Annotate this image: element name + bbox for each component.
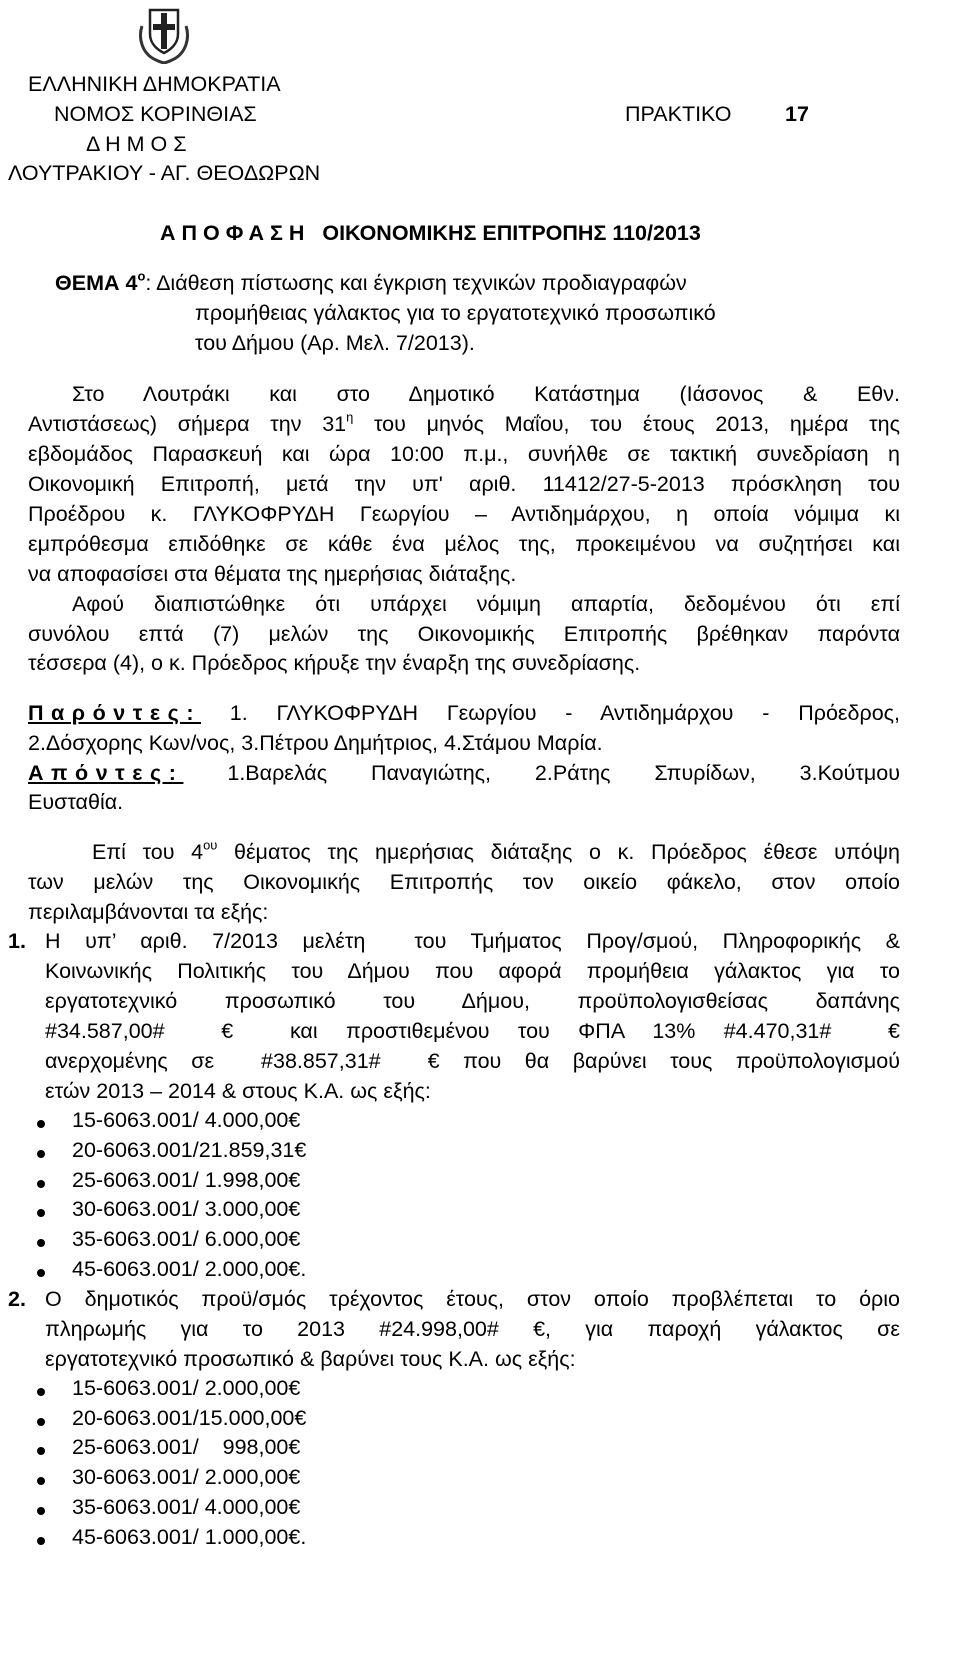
bullet <box>37 1507 45 1515</box>
bullet <box>37 1150 45 1158</box>
bullet <box>37 1537 45 1545</box>
present-line-1 <box>28 703 900 725</box>
intro-text-2a: Αντιστάσεως) σήμερα την 31 <box>28 412 347 436</box>
bullet <box>37 1447 45 1455</box>
subject-line-3: του Δήμου (Αρ. Μελ. 7/2013). <box>195 331 475 355</box>
intro-sup: η <box>346 409 354 425</box>
list-item: 45-6063.001/ 2.000,00€. <box>72 1257 307 1281</box>
topic-text-1b: θέματος της ημερήσιας διάταξης ο κ. Πρόεδρος έθεσε υπόψη <box>217 840 900 864</box>
list-item: 30-6063.001/ 3.000,00€ <box>72 1197 301 1221</box>
list-item: 20-6063.001/21.859,31€ <box>72 1138 307 1162</box>
intro-line-2 <box>28 409 900 436</box>
decision-title <box>160 223 701 245</box>
intro-line-3: εβδομάδος Παρασκευή και ώρα 10:00 π.μ., συνήλθε σε τακτική συνεδρίαση η <box>28 442 900 466</box>
topic-line-1 <box>92 837 900 864</box>
minutes-number: 17 <box>785 102 809 126</box>
subject-label-sup: ο <box>137 268 146 284</box>
intro-line-4: Οικονομική Επιτροπή, μετά την υπ' αριθ. 11412/27-5-2013 πρόσκληση του <box>28 472 900 496</box>
list-item: 25-6063.001/ 998,00€ <box>72 1435 301 1459</box>
list-item: 25-6063.001/ 1.998,00€ <box>72 1168 301 1192</box>
point-1-number: 1. <box>8 929 26 953</box>
topic-sup: ου <box>203 837 218 853</box>
list-item: 20-6063.001/15.000,00€ <box>72 1406 307 1430</box>
header-republic: ΕΛΛΗΝΙΚΗ ΔΗΜΟΚΡΑΤΙΑ <box>28 72 281 96</box>
point-1-line-5: ανερχομένης σε #38.857,31# € που θα βαρύνει τους προϋπολογισμού <box>45 1049 900 1073</box>
bullet <box>37 1180 45 1188</box>
point-2-line-3: εργατοτεχνικό προσωπικό & βαρύνει τους Κ.Α. ως εξής: <box>45 1347 576 1371</box>
bullet <box>37 1388 45 1396</box>
point-1-line-1: Η υπ’ αριθ. 7/2013 μελέτη του Τμήματος Προγ/σμού, Πληροφορικής & <box>45 929 900 953</box>
list-item: 30-6063.001/ 2.000,00€ <box>72 1465 301 1489</box>
subject-line-1 <box>55 268 687 295</box>
absent-line-1 <box>28 763 900 785</box>
intro-line-6: εμπρόθεσμα επιδόθηκε σε κάθε ένα μέλος της, προκειμένου να συζητήσει και <box>28 532 900 556</box>
intro-line-7: να αποφασίσει στα θέματα της ημερήσιας διάταξης. <box>28 562 517 586</box>
list-item: 35-6063.001/ 4.000,00€ <box>72 1495 301 1519</box>
bullet <box>37 1239 45 1247</box>
absent-line-2: Ευσταθία. <box>28 790 124 814</box>
subject-label: ΘΕΜΑ 4 <box>55 271 138 295</box>
present-label: Παρόντες: <box>28 701 201 725</box>
bullet <box>37 1120 45 1128</box>
bullet <box>37 1269 45 1277</box>
minutes-label: ΠΡΑΚΤΙΚΟ <box>625 102 732 126</box>
absent-text-1: 1.Βαρελάς Παναγιώτης, 2.Ράτης Σπυρίδων, 3.Κούτμου <box>183 761 900 785</box>
quorum-line-2: συνόλου επτά (7) μελών της Οικονομικής Επιτροπής βρέθηκαν παρόντα <box>28 622 900 646</box>
header-municipality-label: Δ Η Μ Ο Σ <box>86 132 187 156</box>
point-2-line-1: Ο δημοτικός προϋ/σμός τρέχοντος έτους, στον οποίο προβλέπεται το όριο <box>45 1287 900 1311</box>
intro-line-1: Στο Λουτράκι και στο Δημοτικό Κατάστημα (Ιάσονος & Εθν. <box>72 382 900 406</box>
subject-text-1: : Διάθεση πίστωσης και έγκριση τεχνικών προδιαγραφών <box>145 271 687 295</box>
intro-text-2b: του μηνός Μαΐου, του έτους 2013, ημέρα της <box>353 412 900 436</box>
bullet <box>37 1418 45 1426</box>
present-text-1: 1. ΓΛΥΚΟΦΡΥΔΗ Γεωργίου - Αντιδημάρχου - Πρόεδρος, <box>201 701 900 725</box>
bullet <box>37 1477 45 1485</box>
quorum-line-3: τέσσερα (4), ο κ. Πρόεδρος κήρυξε την έναρξη της συνεδρίασης. <box>28 651 641 675</box>
decision-title-text: Α Π Ο Φ Α Σ Η ΟΙΚΟΝΟΜΙΚΗΣ ΕΠΙΤΡΟΠΗΣ 110/2013 <box>160 221 701 245</box>
subject-line-2: προμήθειας γάλακτος για το εργατοτεχνικό προσωπικό <box>195 301 716 325</box>
header-municipality-name: ΛΟΥΤΡΑΚΙΟΥ - ΑΓ. ΘΕΟΔΩΡΩΝ <box>8 161 321 185</box>
present-line-2: 2.Δόσχορης Κων/νος, 3.Πέτρου Δημήτριος, 4.Στάμου Μαρία. <box>28 731 603 755</box>
point-1-line-2: Κοινωνικής Πολιτικής του Δήμου που αφορά προμήθεια γάλακτος για το <box>45 959 900 983</box>
list-item: 15-6063.001/ 2.000,00€ <box>72 1376 301 1400</box>
point-1-line-4: #34.587,00# € και προστιθεμένου του ΦΠΑ 13% #4.470,31# € <box>45 1019 900 1043</box>
topic-text-1a: Επί του 4 <box>92 840 204 864</box>
header-prefecture: ΝΟΜΟΣ ΚΟΡΙΝΘΙΑΣ <box>54 102 257 126</box>
quorum-line-1: Αφού διαπιστώθηκε ότι υπάρχει νόμιμη απαρτία, δεδομένου ότι επί <box>72 592 900 616</box>
point-2-number: 2. <box>8 1287 26 1311</box>
intro-line-5: Προέδρου κ. ΓΛΥΚΟΦΡΥΔΗ Γεωργίου – Αντιδημάρχου, η οποία νόμιμα κι <box>28 502 900 526</box>
point-2-line-2: πληρωμής για το 2013 #24.998,00# €, για παροχή γάλακτος σε <box>45 1317 900 1341</box>
coat-of-arms-seal <box>136 4 192 64</box>
absent-label: Απόντες: <box>28 761 184 785</box>
list-item: 35-6063.001/ 6.000,00€ <box>72 1227 301 1251</box>
list-item: 45-6063.001/ 1.000,00€. <box>72 1525 307 1549</box>
topic-line-3: περιλαμβάνονται τα εξής: <box>28 900 269 924</box>
bullet <box>37 1209 45 1217</box>
point-1-line-6: ετών 2013 – 2014 & στους Κ.Α. ως εξής: <box>45 1079 431 1103</box>
point-1-line-3: εργατοτεχνικό προσωπικό του Δήμου, προϋπολογισθείσας δαπάνης <box>45 989 900 1013</box>
list-item: 15-6063.001/ 4.000,00€ <box>72 1108 301 1132</box>
topic-line-2: των μελών της Οικονομικής Επιτροπής τον οικείο φάκελο, στον οποίο <box>28 870 900 894</box>
